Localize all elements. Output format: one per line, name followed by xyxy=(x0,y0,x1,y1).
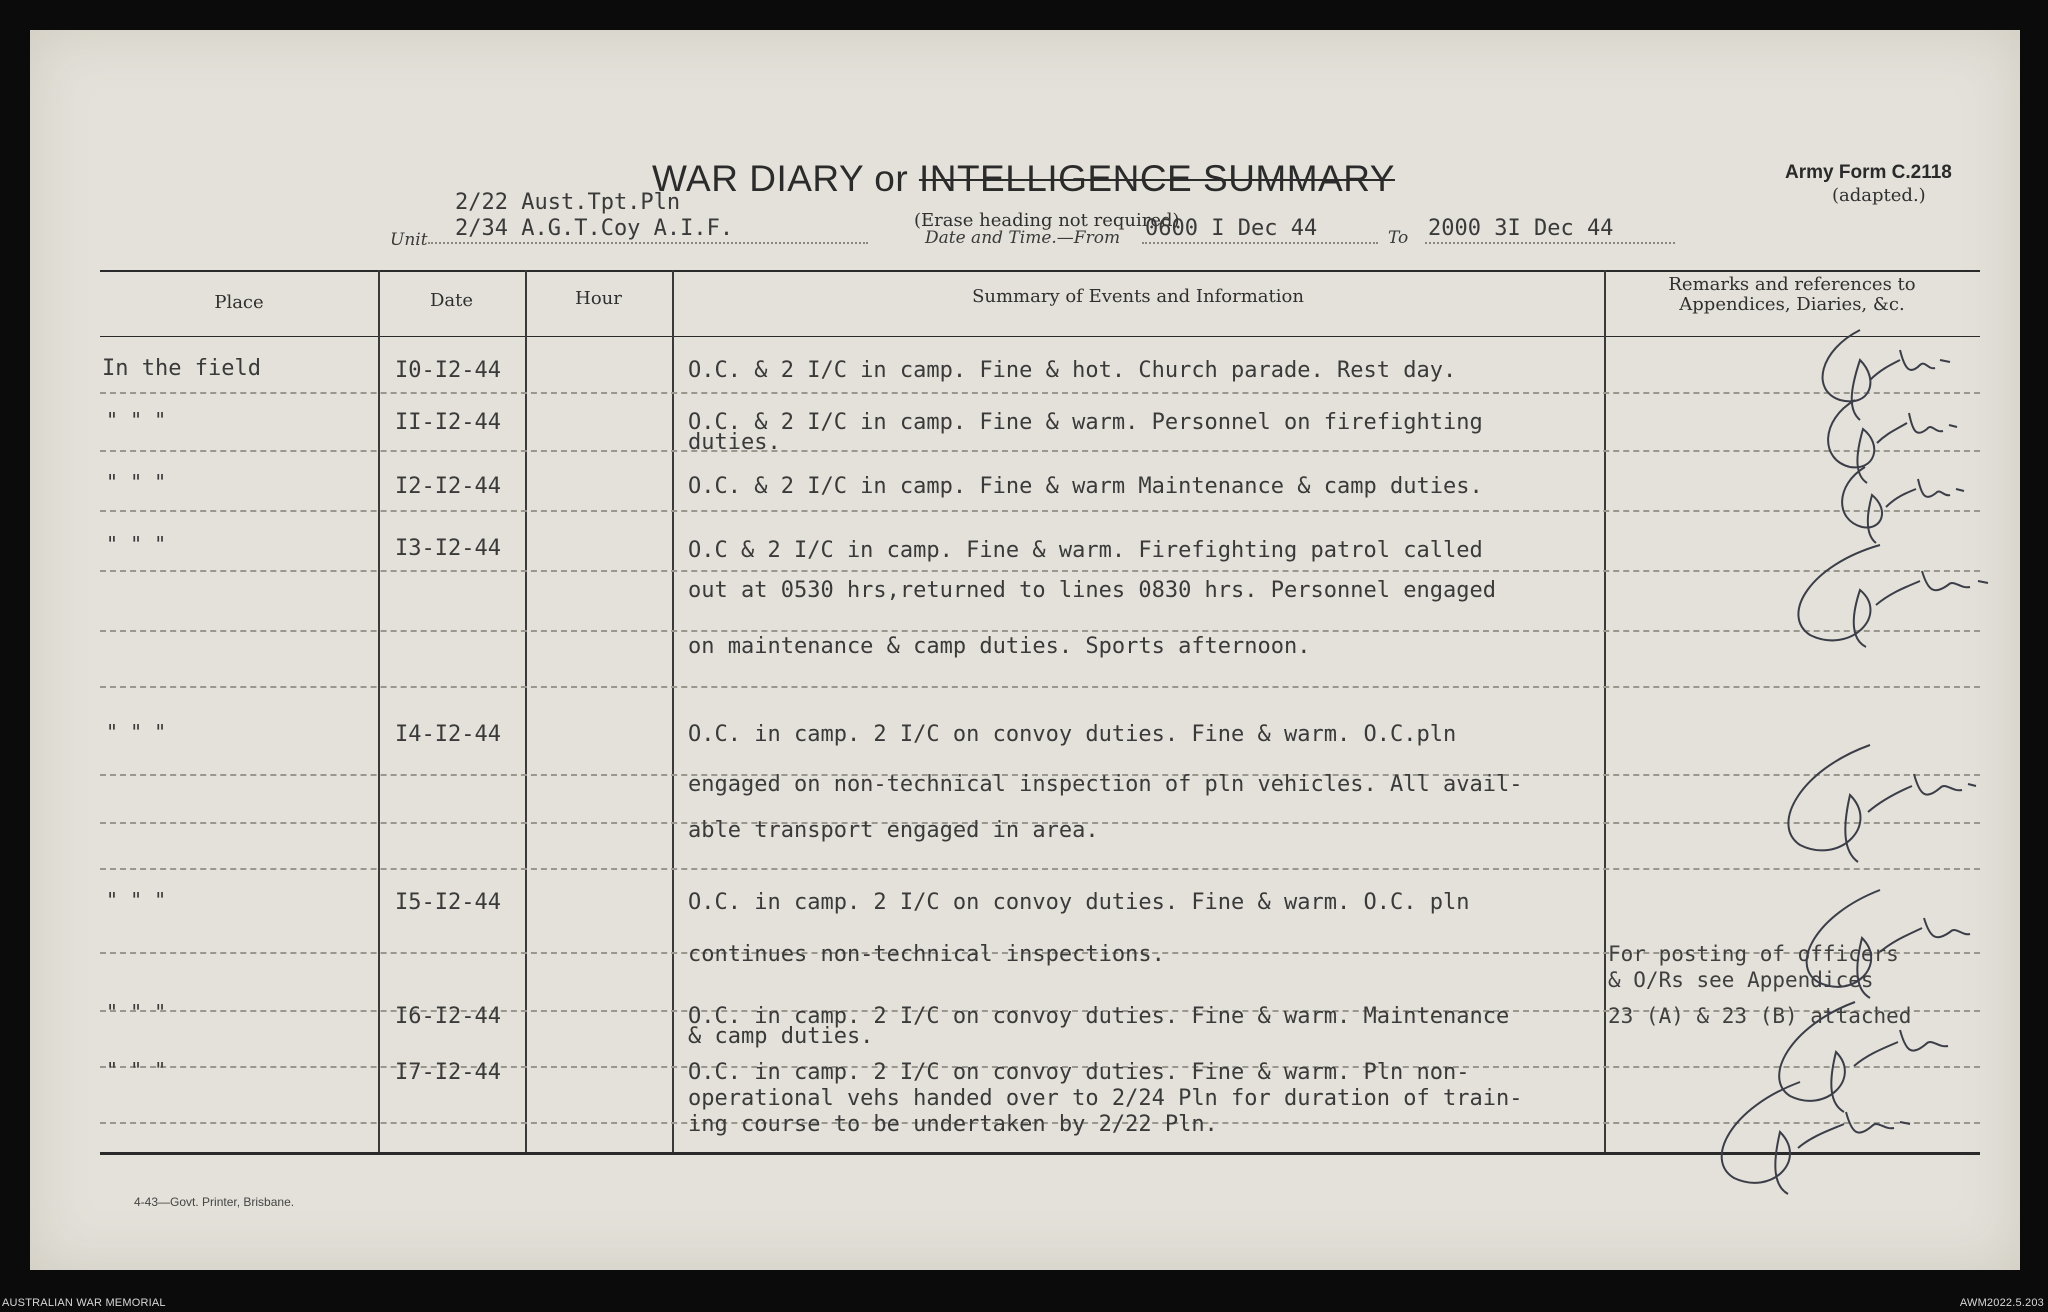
header-remarks-line-1: Remarks and references to xyxy=(1668,274,1916,295)
handwritten-initials-signature xyxy=(1680,1070,1920,1200)
form-title xyxy=(652,158,1395,200)
entry-summary-line: O.C. in camp. 2 I/C on convoy duties. Fine & warm. O.C.pln xyxy=(688,722,1457,747)
date-time-label: Date and Time.—From xyxy=(925,228,1121,248)
army-form-adapted: (adapted.) xyxy=(1832,185,1926,206)
entry-summary-line: O.C. in camp. 2 I/C on convoy duties. Fine & warm. Pln non- xyxy=(688,1060,1470,1085)
to-label: To xyxy=(1388,228,1409,248)
entry-place-ditto: " " " xyxy=(106,720,167,744)
unit-line-2: 2/34 A.G.T.Coy A.I.F. xyxy=(455,216,734,241)
entry-summary-line: engaged on non-technical inspection of pln vehicles. All avail- xyxy=(688,772,1523,797)
printer-imprint: 4-43—Govt. Printer, Brisbane. xyxy=(134,1195,295,1209)
entry-summary-line: O.C. & 2 I/C in camp. Fine & warm. Personnel on firefighting xyxy=(688,410,1483,435)
col-divider-summary xyxy=(1604,270,1606,1152)
to-dotted-line xyxy=(1425,242,1675,244)
entry-place-ditto: " " " xyxy=(106,1000,167,1024)
row-separator xyxy=(100,686,1980,688)
entry-date: I4-I2-44 xyxy=(395,722,501,747)
entry-summary-line: duties. xyxy=(688,430,781,455)
row-separator xyxy=(100,630,1980,632)
entry-summary-line: on maintenance & camp duties. Sports afternoon. xyxy=(688,634,1311,659)
entry-summary-line: able transport engaged in area. xyxy=(688,818,1099,843)
entry-date: I3-I2-44 xyxy=(395,536,501,561)
entry-summary-line: out at 0530 hrs,returned to lines 0830 hrs. Personnel engaged xyxy=(688,578,1496,603)
to-value: 2000 3I Dec 44 xyxy=(1428,216,1614,241)
header-date: Date xyxy=(429,290,474,311)
entry-place-ditto: " " " xyxy=(106,532,167,556)
entry-date: I5-I2-44 xyxy=(395,890,501,915)
entry-place: In the field xyxy=(102,356,261,381)
handwritten-initials-signature xyxy=(1750,730,1980,880)
entry-date: I0-I2-44 xyxy=(395,358,501,383)
entry-summary-line: continues non-technical inspections. xyxy=(688,942,1165,967)
title-intelligence-summary-struck: INTELLIGENCE SUMMARY xyxy=(918,158,1395,199)
remarks-note-line: 23 (A) & 23 (B) attached xyxy=(1608,1004,1912,1028)
entry-date: I7-I2-44 xyxy=(395,1060,501,1085)
header-summary: Summary of Events and Information xyxy=(972,286,1304,307)
entry-summary-line: O.C. in camp. 2 I/C on convoy duties. Fine & warm. O.C. pln xyxy=(688,890,1470,915)
from-dotted-line xyxy=(1142,242,1378,244)
col-divider-place xyxy=(378,270,380,1152)
col-divider-hour xyxy=(672,270,674,1152)
header-place: Place xyxy=(214,292,264,313)
remarks-note-line: For posting of officers xyxy=(1608,942,1899,966)
entry-date: I2-I2-44 xyxy=(395,474,501,499)
row-separator xyxy=(100,392,1980,394)
row-separator xyxy=(100,868,1980,870)
war-diary-page xyxy=(30,30,2020,1270)
row-separator xyxy=(100,450,1980,452)
unit-dotted-line xyxy=(428,242,868,244)
title-war-diary: WAR DIARY or xyxy=(652,158,909,199)
row-separator xyxy=(100,510,1980,512)
handwritten-initials-signature xyxy=(1770,535,2000,665)
army-form-number: Army Form C.2118 xyxy=(1785,162,1952,183)
entry-summary-line: O.C. & 2 I/C in camp. Fine & warm Maintenance & camp duties. xyxy=(688,474,1483,499)
header-hour: Hour xyxy=(575,288,622,309)
header-bottom-border xyxy=(100,336,1980,337)
unit-label: Unit xyxy=(390,230,428,250)
entry-summary-line: & camp duties. xyxy=(688,1024,874,1049)
entry-summary-line: O.C. in camp. 2 I/C on convoy duties. Fine & warm. Maintenance xyxy=(688,1004,1510,1029)
archive-credit: AUSTRALIAN WAR MEMORIAL xyxy=(2,1297,166,1309)
erase-heading-note: (Erase heading not required) xyxy=(914,210,1180,231)
header-remarks-line-2: Appendices, Diaries, &c. xyxy=(1679,294,1905,315)
unit-line-1: 2/22 Aust.Tpt.Pln xyxy=(455,190,681,215)
entry-summary-line: O.C. & 2 I/C in camp. Fine & hot. Church parade. Rest day. xyxy=(688,358,1457,383)
entry-place-ditto: " " " xyxy=(106,888,167,912)
from-value: 0600 I Dec 44 xyxy=(1145,216,1318,241)
entry-date: I6-I2-44 xyxy=(395,1004,501,1029)
col-divider-date xyxy=(525,270,527,1152)
remarks-note-line: & O/Rs see Appendices xyxy=(1608,968,1874,992)
entry-summary-line: O.C & 2 I/C in camp. Fine & warm. Firefighting patrol called xyxy=(688,538,1483,563)
entry-place-ditto: " " " xyxy=(106,1058,167,1082)
entry-place-ditto: " " " xyxy=(106,470,167,494)
table-top-border xyxy=(100,270,1980,272)
entry-summary-line: ing course to be undertaken by 2/22 Pln. xyxy=(688,1112,1218,1137)
entry-date: II-I2-44 xyxy=(395,410,501,435)
archive-reference: AWM2022.5.203 xyxy=(1959,1297,2044,1309)
entry-place-ditto: " " " xyxy=(106,408,167,432)
entry-summary-line: operational vehs handed over to 2/24 Pln for duration of train- xyxy=(688,1086,1523,1111)
row-separator xyxy=(100,570,1980,572)
